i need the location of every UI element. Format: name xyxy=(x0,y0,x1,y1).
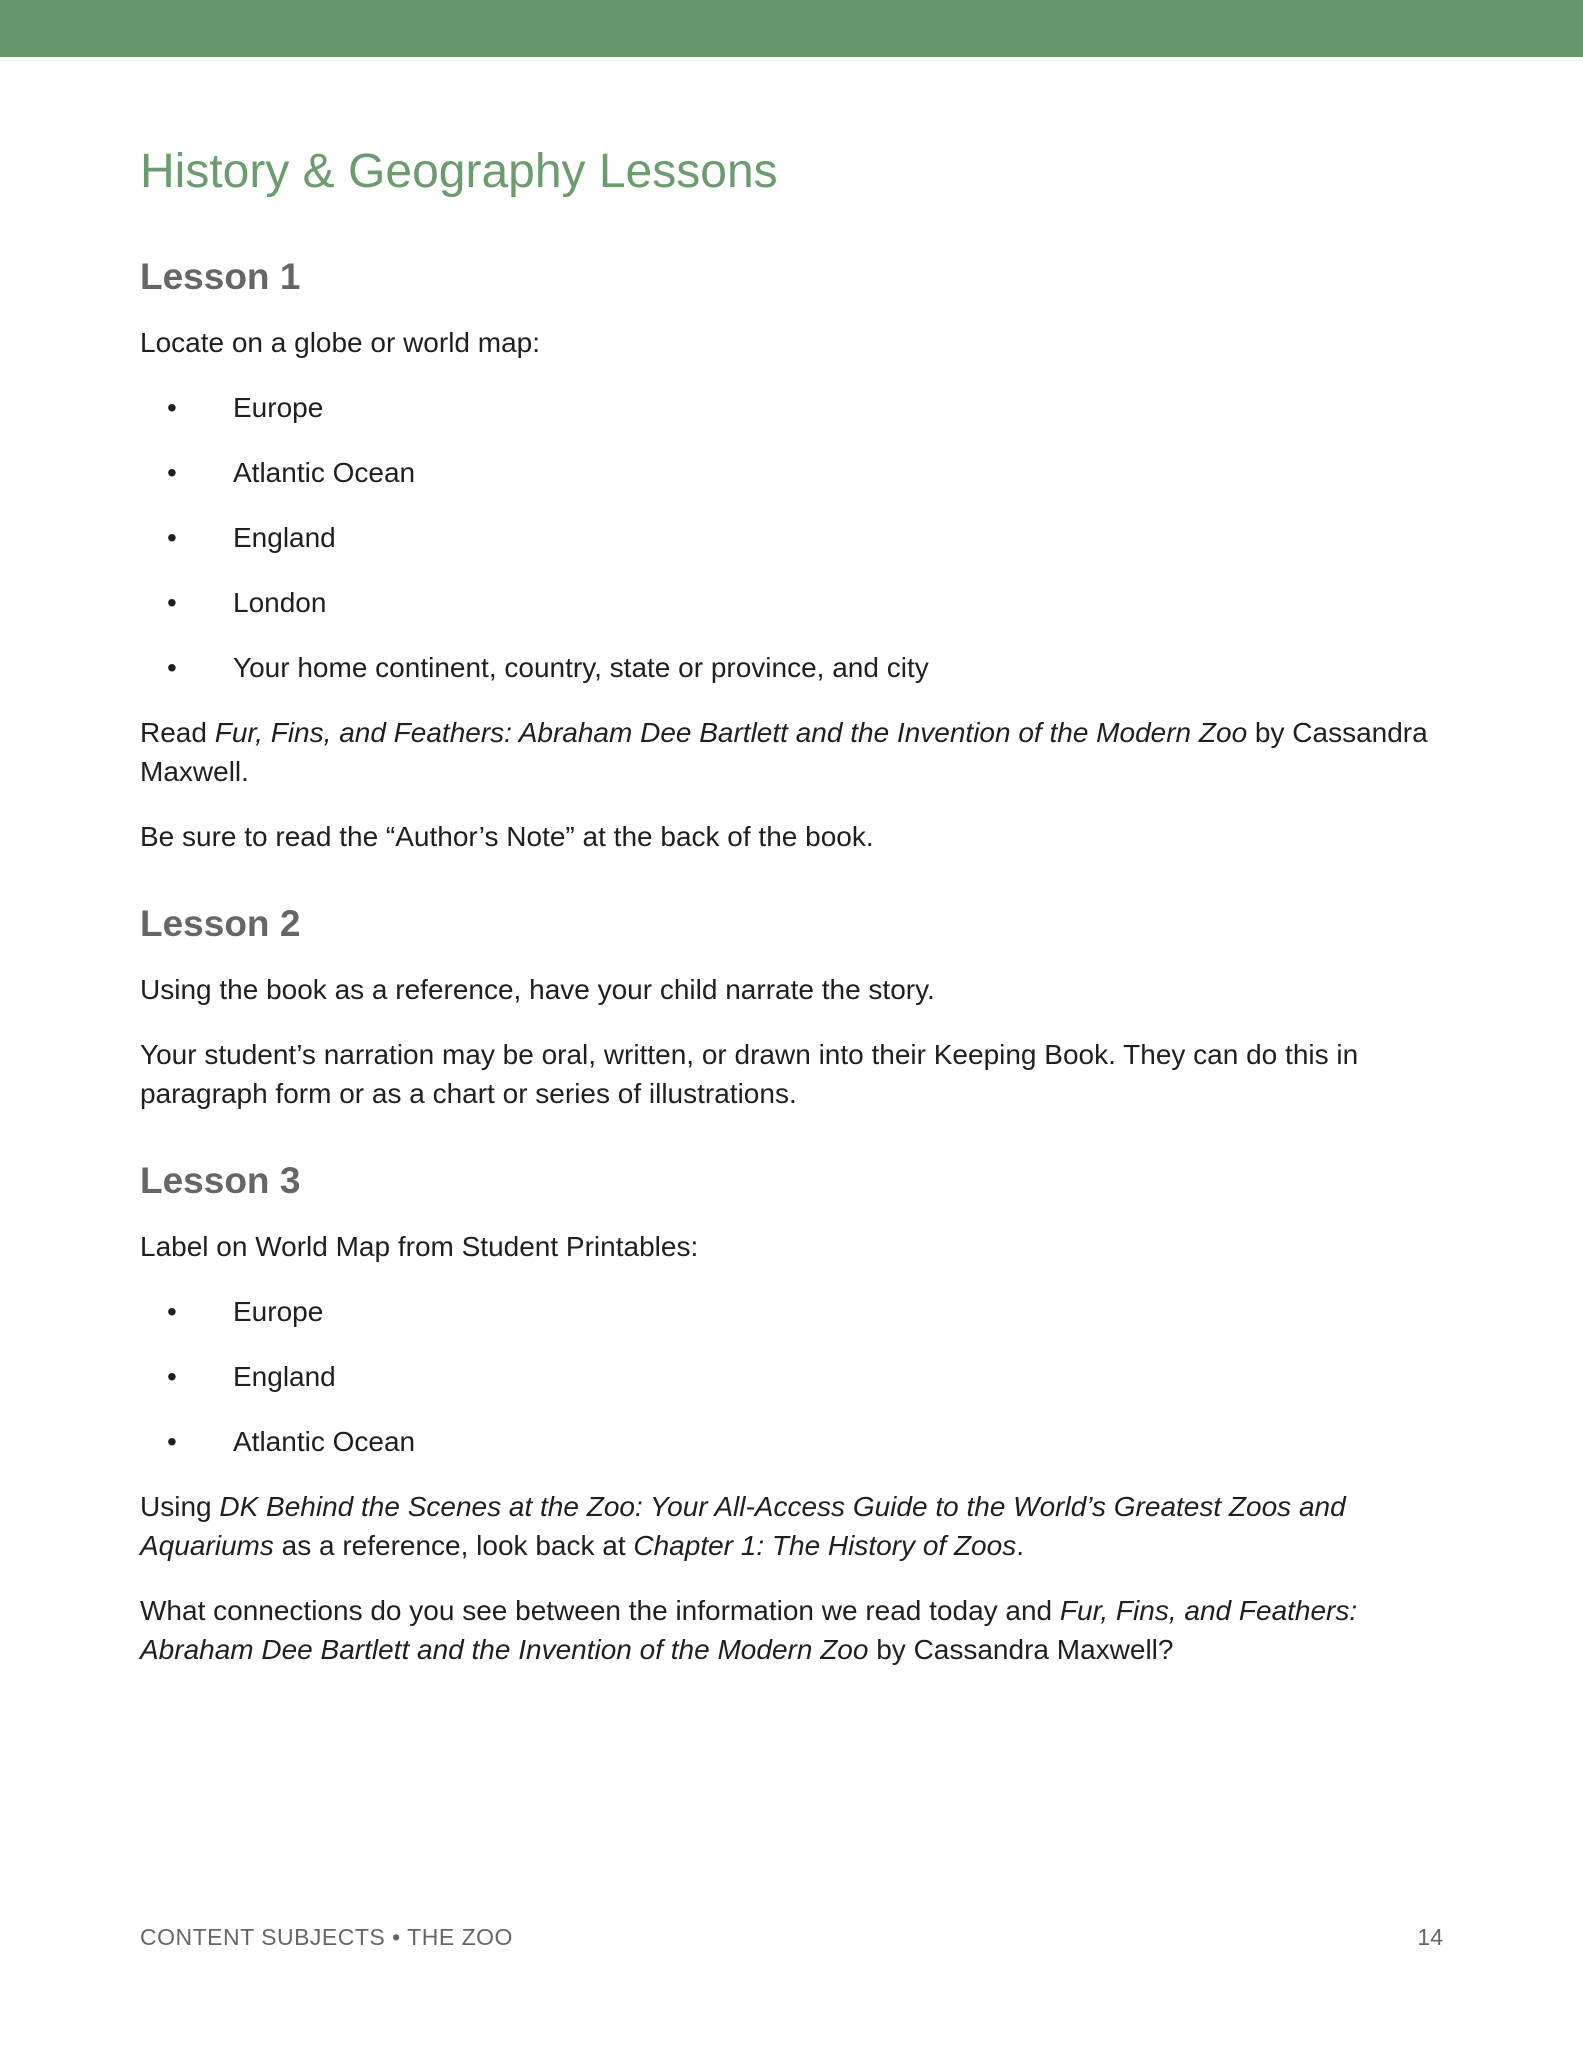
lesson-3-heading: Lesson 3 xyxy=(140,1160,301,1201)
page-title: History & Geography Lessons xyxy=(140,145,778,198)
list-item: • England xyxy=(140,1357,1440,1396)
lesson-3-intro: Label on World Map from Student Printables: xyxy=(140,1231,699,1262)
lesson-3-label-list xyxy=(140,1292,1440,1461)
page-content xyxy=(140,142,1440,1669)
book-title: DK Behind the Scenes at the Zoo: Your All-Access Guide to the World’s Greatest Zoos and Aquariums xyxy=(140,1491,1346,1561)
bullet-icon: • xyxy=(167,522,177,553)
bullet-icon: • xyxy=(167,1296,177,1327)
book-title: Fur, Fins, and Feathers: Abraham Dee Bartlett and the Invention of the Modern Zoo xyxy=(140,1595,1358,1665)
list-item: • Atlantic Ocean xyxy=(140,1422,1440,1461)
list-item: • Europe xyxy=(140,388,1440,427)
lesson-1-locate-list xyxy=(140,388,1440,687)
list-item: • London xyxy=(140,583,1440,622)
header-accent-bar xyxy=(0,0,1583,57)
chapter-title: Chapter 1: The History of Zoos xyxy=(633,1530,1017,1561)
lesson-1-reading: Read Fur, Fins, and Feathers: Abraham Dee Bartlett and the Invention of the Modern Zoo by Cassandra Maxwell. xyxy=(140,717,1428,787)
list-item: • England xyxy=(140,518,1440,557)
lesson-3-connections: What connections do you see between the information we read today and Fur, Fins, and Feathers: Abraham Dee Bartlett and the Invention of the Modern Zoo by Cassandra Maxwell? xyxy=(140,1595,1358,1665)
list-item: • Europe xyxy=(140,1292,1440,1331)
lesson-2-instruction: Using the book as a reference, have your child narrate the story. xyxy=(140,974,935,1005)
lesson-2-heading: Lesson 2 xyxy=(140,903,301,944)
lesson-1-intro: Locate on a globe or world map: xyxy=(140,327,541,358)
bullet-icon: • xyxy=(167,392,177,423)
bullet-icon: • xyxy=(167,1426,177,1457)
page-number: 14 xyxy=(1417,1924,1443,1950)
list-item: • Atlantic Ocean xyxy=(140,453,1440,492)
bullet-icon: • xyxy=(167,1361,177,1392)
lesson-3-reference: Using DK Behind the Scenes at the Zoo: Your All-Access Guide to the World’s Greatest Zoos and Aquariums as a reference, look back at Chapter 1: The History of Zoos. xyxy=(140,1491,1346,1561)
footer-section-label: CONTENT SUBJECTS • THE ZOO xyxy=(140,1924,513,1950)
lesson-1-note: Be sure to read the “Author’s Note” at the back of the book. xyxy=(140,821,874,852)
bullet-icon: • xyxy=(167,457,177,488)
bullet-icon: • xyxy=(167,652,177,683)
lesson-2-narration: Your student’s narration may be oral, written, or drawn into their Keeping Book. They can do this in paragraph form or as a chart or series of illustrations. xyxy=(140,1039,1359,1109)
book-title: Fur, Fins, and Feathers: Abraham Dee Bartlett and the Invention of the Modern Zoo xyxy=(214,717,1248,748)
lesson-1-heading: Lesson 1 xyxy=(140,256,301,297)
bullet-icon: • xyxy=(167,587,177,618)
list-item: • Your home continent, country, state or province, and city xyxy=(140,648,1440,687)
